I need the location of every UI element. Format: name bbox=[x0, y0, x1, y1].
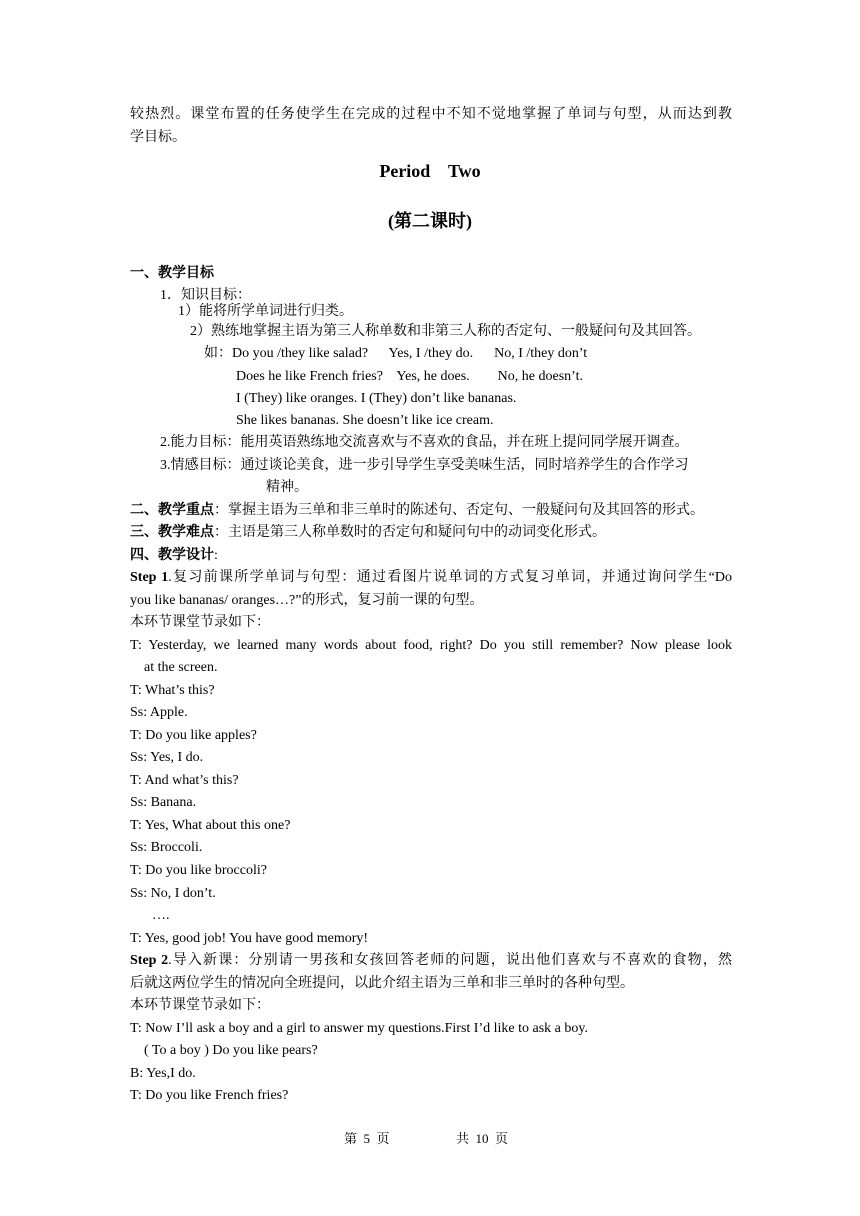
step-1-line-2: you like bananas/ oranges…?”的形式，复习前一课的句型。 bbox=[130, 593, 484, 608]
dialogue-line: T: Now I’ll ask a boy and a girl to answer my questions.First I’d like to ask a boy. bbox=[130, 1021, 588, 1036]
example-text-1: Do you /they like salad? Yes, I /they do. No, I /they don’t bbox=[232, 346, 588, 361]
example-line-4: She likes bananas. She doesn’t like ice cream. bbox=[236, 413, 494, 428]
step-2-line-1 bbox=[130, 951, 732, 971]
section-1-heading: 一、教学目标 bbox=[130, 266, 214, 281]
dialogue-line: B: Yes,I do. bbox=[130, 1066, 196, 1081]
dialogue-line: Ss: Banana. bbox=[130, 795, 197, 810]
intro-line-1: 较热烈。课堂布置的任务使学生在完成的过程中不知不觉地掌握了单词与句型，从而达到教 bbox=[130, 107, 732, 122]
dialogue-line: T: Do you like broccoli? bbox=[130, 863, 267, 878]
dialogue-line: Ss: Apple. bbox=[130, 705, 188, 720]
emotion-goal-line-1: 3.情感目标：通过谈论美食，进一步引导学生享受美味生活，同时培养学生的合作学习 bbox=[160, 458, 689, 473]
section-4-label: 四、教学设计 bbox=[130, 548, 214, 563]
step-2-label: Step 2 bbox=[130, 953, 169, 968]
step-2-record-label: 本环节课堂节录如下： bbox=[130, 998, 270, 1013]
knowledge-goal-1: 1）能将所学单词进行归类。 bbox=[178, 304, 353, 319]
example-prefix: 如： bbox=[204, 346, 232, 361]
step-1-text-1: .复习前课所学单词与句型：通过看图片说单词的方式复习单词，并通过询问学生“Do bbox=[168, 570, 733, 585]
dialogue-line: T: Yesterday, we learned many words about food, right? Do you still remember? Now please look bbox=[130, 638, 732, 653]
period-subtitle: (第二课时) bbox=[388, 211, 472, 231]
dialogue-line: T: Do you like French fries? bbox=[130, 1088, 289, 1103]
dialogue-line: T: What’s this? bbox=[130, 683, 215, 698]
step-2-line-2: 后就这两位学生的情况向全班提问，以此介绍主语为三单和非三单时的各种句型。 bbox=[130, 976, 634, 991]
section-4-design bbox=[130, 546, 218, 566]
step-1-record-label: 本环节课堂节录如下： bbox=[130, 615, 270, 630]
period-title: Period Two bbox=[379, 161, 481, 181]
step-1-label: Step 1 bbox=[130, 570, 169, 585]
section-3-difficulties bbox=[130, 523, 606, 543]
emotion-goal-line-2: 精神。 bbox=[266, 480, 308, 495]
example-line-1 bbox=[204, 344, 587, 364]
section-2-key-points bbox=[130, 501, 704, 521]
dialogue-line: T: Do you like apples? bbox=[130, 728, 257, 743]
ability-goal: 2.能力目标：能用英语熟练地交流喜欢与不喜欢的食品，并在班上提问同学展开调查。 bbox=[160, 435, 689, 450]
page-total: 共 10 页 bbox=[456, 1131, 509, 1146]
dialogue-line: Ss: No, I don’t. bbox=[130, 886, 216, 901]
section-2-label: 二、教学重点 bbox=[130, 503, 214, 518]
dialogue-line: T: Yes, What about this one? bbox=[130, 818, 291, 833]
dialogue-line: T: Yes, good job! You have good memory! bbox=[130, 931, 369, 946]
knowledge-goal-2: 2）熟练地掌握主语为第三人称单数和非第三人称的否定句、一般疑问句及其回答。 bbox=[190, 324, 701, 339]
section-2-text: ：掌握主语为三单和非三单时的陈述句、否定句、一般疑问句及其回答的形式。 bbox=[214, 503, 704, 518]
section-4-text: : bbox=[214, 548, 218, 563]
step-2-text-1: .导入新课：分别请一男孩和女孩回答老师的问题，说出他们喜欢与不喜欢的食物，然 bbox=[168, 953, 733, 968]
dialogue-ellipsis: …. bbox=[152, 908, 170, 923]
step-1-line-1 bbox=[130, 568, 732, 588]
intro-line-2: 学目标。 bbox=[130, 130, 186, 145]
dialogue-line: ( To a boy ) Do you like pears? bbox=[144, 1043, 318, 1058]
dialogue-line: Ss: Yes, I do. bbox=[130, 750, 204, 765]
knowledge-goal-label: 1．知识目标： bbox=[160, 288, 251, 303]
section-3-text: ：主语是第三人称单数时的否定句和疑问句中的动词变化形式。 bbox=[214, 525, 606, 540]
dialogue-line: Ss: Broccoli. bbox=[130, 840, 203, 855]
dialogue-line: T: And what’s this? bbox=[130, 773, 239, 788]
section-3-label: 三、教学难点 bbox=[130, 525, 214, 540]
example-line-2: Does he like French fries? Yes, he does. No, he doesn’t. bbox=[236, 369, 583, 384]
dialogue-line: at the screen. bbox=[144, 660, 218, 675]
example-line-3: I (They) like oranges. I (They) don’t like bananas. bbox=[236, 391, 517, 406]
page-number: 第 5 页 bbox=[344, 1131, 390, 1146]
